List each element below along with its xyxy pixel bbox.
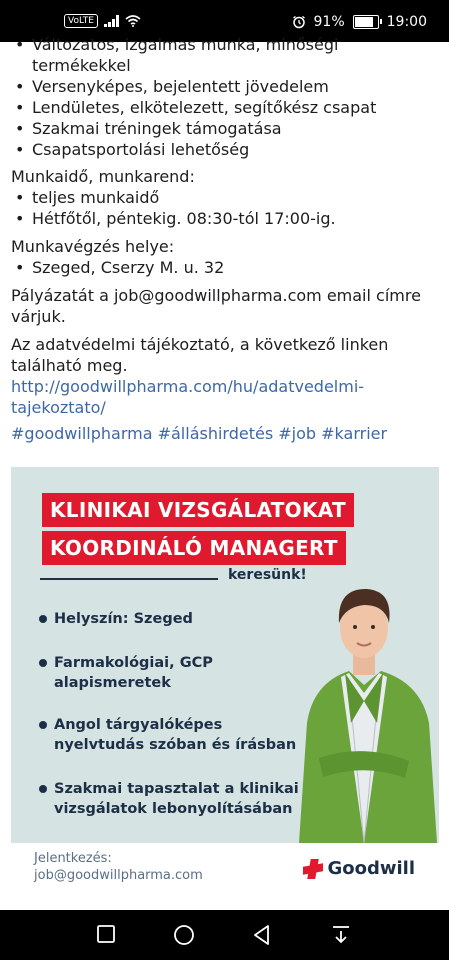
ad-subtitle: keresünk! xyxy=(228,567,307,583)
battery-icon xyxy=(353,15,379,29)
worktime-list xyxy=(11,187,441,229)
bullet-dot-icon xyxy=(39,615,47,623)
ad-requirement: Szakmai tapasztalat a klinikai vizsgálatok lebonyolításában xyxy=(39,779,301,819)
signal-icon xyxy=(104,15,119,27)
clock: 19:00 xyxy=(386,14,427,30)
post-body xyxy=(11,35,441,444)
list-item: • Szeged, Cserzy M. u. 32 xyxy=(11,257,441,278)
list-item: • Szakmai tréningek támogatása xyxy=(11,118,441,139)
ad-title-line2: KOORDINÁLÓ MANAGERT xyxy=(42,531,346,565)
privacy-text: Az adatvédelmi tájékoztató, a következő linken található meg. xyxy=(11,335,389,375)
battery-percent: 91% xyxy=(313,14,345,30)
back-triangle-icon[interactable] xyxy=(252,924,272,946)
alarm-icon xyxy=(292,15,306,29)
man-in-green-jacket-photo xyxy=(289,573,439,843)
list-item: • Változatos, izgalmas munka, minőségi termékekkel xyxy=(11,34,441,76)
ad-title-line1: KLINIKAI VIZSGÁLATOKAT xyxy=(42,493,354,527)
battery-fill xyxy=(355,17,373,27)
ad-requirement: Helyszín: Szeged xyxy=(39,609,309,629)
bullet-dot-icon xyxy=(39,721,47,729)
location-heading: Munkavégzés helye: xyxy=(11,237,175,256)
goodwill-logo: Goodwill xyxy=(303,858,415,879)
privacy-link[interactable]: http://goodwillpharma.com/hu/adatvedelmi-tajekoztato/ xyxy=(11,377,365,417)
wifi-icon xyxy=(125,15,141,27)
list-item: • Hétfőtől, péntekig. 08:30-tól 17:00-ig. xyxy=(11,208,441,229)
apply-text: Pályázatát a job@goodwillpharma.com email címre várjuk. xyxy=(11,286,421,326)
list-item: • Versenyképes, bejelentett jövedelem xyxy=(11,76,441,97)
worktime-heading: Munkaidő, munkarend: xyxy=(11,167,195,186)
recents-square-icon[interactable] xyxy=(96,924,116,944)
ad-footer xyxy=(11,843,439,896)
location-list xyxy=(11,257,441,278)
list-item: • Lendületes, elkötelezett, segítőkész csapat xyxy=(11,97,441,118)
volte-badge: VoLTE xyxy=(64,14,98,28)
list-item: • Csapatsportolási lehetőség xyxy=(11,139,441,160)
job-ad-image[interactable] xyxy=(11,467,439,896)
ad-requirement: Farmakológiai, GCP alapismeretek xyxy=(39,653,219,693)
system-nav-bar xyxy=(0,910,449,960)
bullet-dot-icon xyxy=(39,659,47,667)
list-item: • teljes munkaidő xyxy=(11,187,441,208)
hashtags[interactable]: #goodwillpharma #álláshirdetés #job #karrier xyxy=(11,424,388,443)
ad-requirement: Angol tárgyalóképes nyelvtudás szóban és írásban xyxy=(39,715,299,755)
notification-pull-icon[interactable] xyxy=(331,924,351,946)
bullet-dot-icon xyxy=(39,785,47,793)
benefits-list xyxy=(11,34,441,160)
ad-title-underline xyxy=(40,578,218,580)
home-circle-icon[interactable] xyxy=(173,924,195,946)
ad-footer-contact: Jelentkezés: job@goodwillpharma.com xyxy=(34,851,203,883)
goodwill-cross-icon xyxy=(303,859,323,879)
